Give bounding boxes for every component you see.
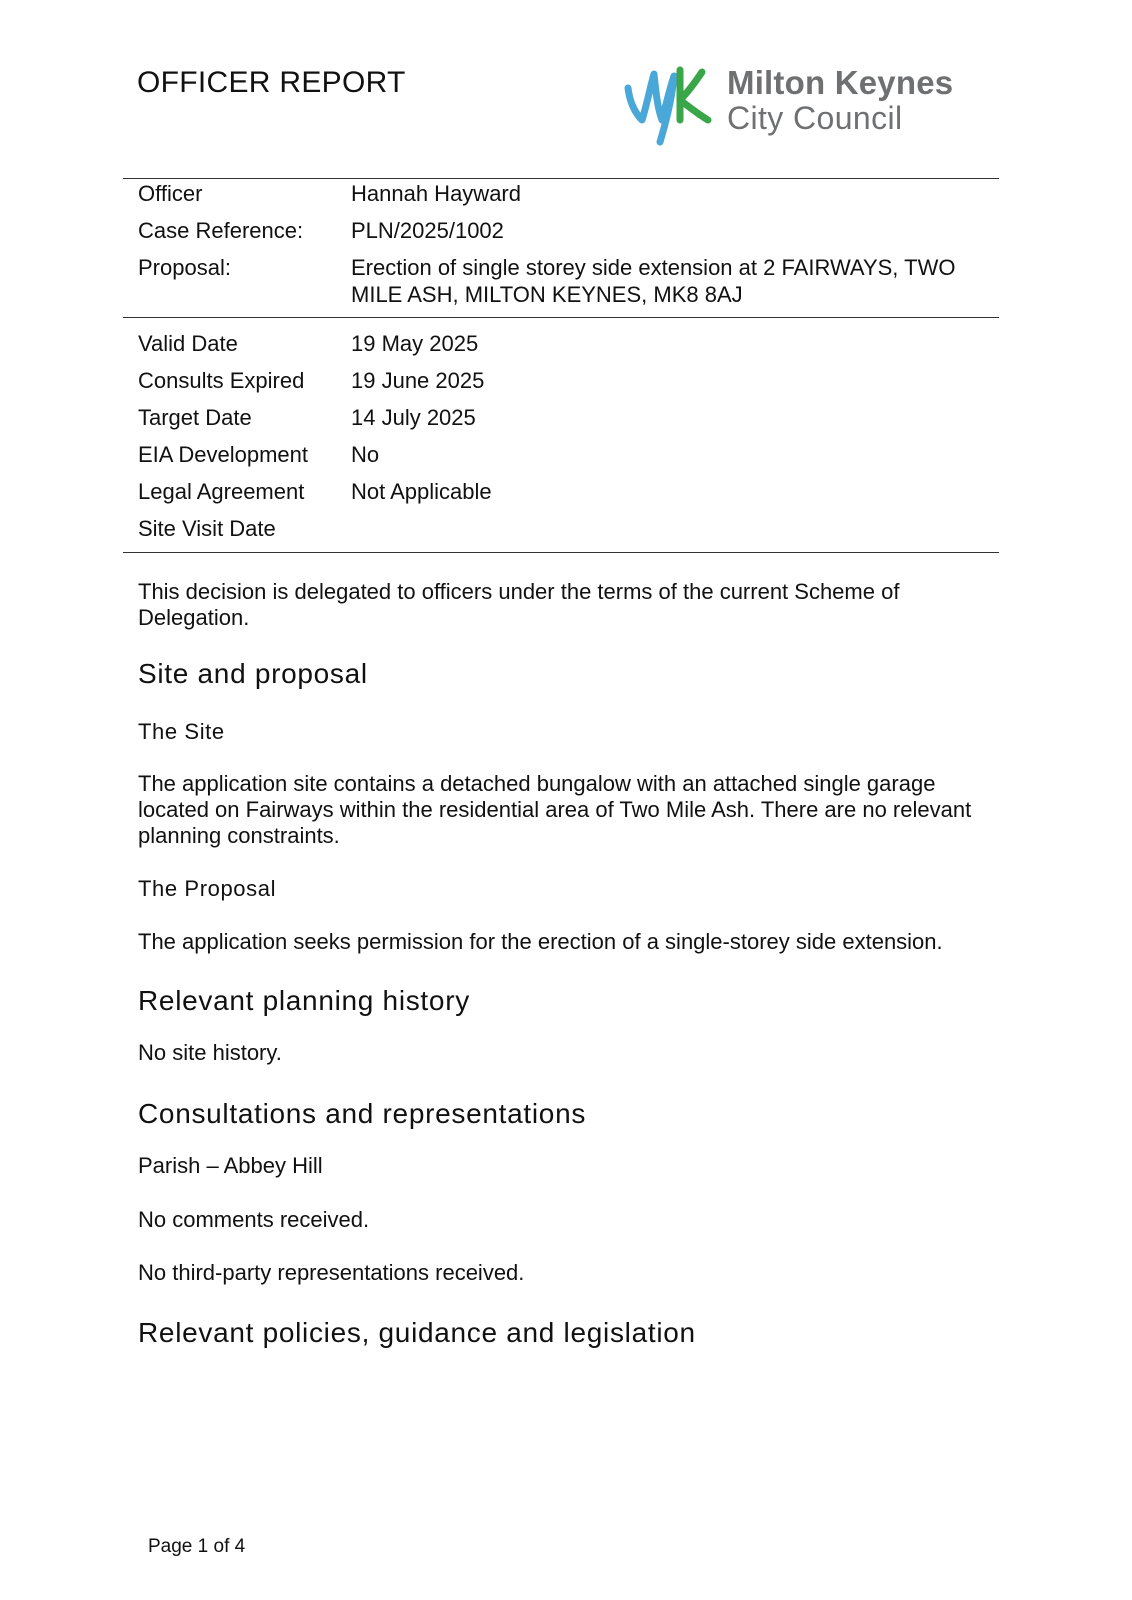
section-heading-planning-history: Relevant planning history xyxy=(138,985,470,1016)
section-heading-site-and-proposal: Site and proposal xyxy=(138,658,368,689)
date-label: Valid Date xyxy=(138,331,238,356)
date-label: Legal Agreement xyxy=(138,479,305,504)
date-value: 14 July 2025 xyxy=(351,405,476,430)
subheading-the-proposal: The Proposal xyxy=(138,876,277,901)
parish-comments: No comments received. xyxy=(138,1207,370,1232)
date-value: No xyxy=(351,442,380,467)
case-label: Case Reference: xyxy=(138,218,304,243)
case-value: PLN/2025/1002 xyxy=(351,218,504,243)
top-divider xyxy=(123,178,999,179)
site-description: The application site contains a detached bungalow with an attached single garage located on Fairways within the residential area of Two Mile Ash. There are no relevant planning constraints. xyxy=(138,771,972,848)
case-value: Erection of single storey side extension at 2 FAIRWAYS, TWO MILE ASH, MILTON KEYNES, MK8 8AJ xyxy=(351,255,956,307)
subheading-the-site: The Site xyxy=(138,719,225,744)
council-logo xyxy=(622,64,1002,146)
date-label: Consults Expired xyxy=(138,368,305,393)
date-label: Target Date xyxy=(138,405,252,430)
date-value: 19 June 2025 xyxy=(351,368,485,393)
proposal-description: The application seeks permission for the erection of a single-storey side extension. xyxy=(138,929,943,954)
planning-history-text: No site history. xyxy=(138,1040,282,1065)
bottom-divider xyxy=(123,552,999,553)
case-value: Hannah Hayward xyxy=(351,181,521,206)
logo-wordmark xyxy=(727,66,953,134)
logo-line-1: Milton Keynes xyxy=(727,64,954,101)
case-label: Officer xyxy=(138,181,203,206)
middle-divider xyxy=(123,317,999,318)
section-heading-policies: Relevant policies, guidance and legislation xyxy=(138,1317,696,1348)
delegation-note: This decision is delegated to officers under the terms of the current Scheme of Delegation. xyxy=(138,579,900,630)
date-value: 19 May 2025 xyxy=(351,331,479,356)
third-party-representations: No third-party representations received. xyxy=(138,1260,525,1285)
logo-line-2: City Council xyxy=(727,100,903,136)
case-label: Proposal: xyxy=(138,255,231,280)
page-number: Page 1 of 4 xyxy=(148,1536,246,1557)
date-label: EIA Development xyxy=(138,442,308,467)
date-label: Site Visit Date xyxy=(138,516,276,541)
parish-name: Parish – Abbey Hill xyxy=(138,1153,323,1178)
document-title: OFFICER REPORT xyxy=(137,66,406,99)
date-value: Not Applicable xyxy=(351,479,492,504)
section-heading-consultations: Consultations and representations xyxy=(138,1098,587,1129)
mk-logo-mark-icon xyxy=(622,64,722,146)
